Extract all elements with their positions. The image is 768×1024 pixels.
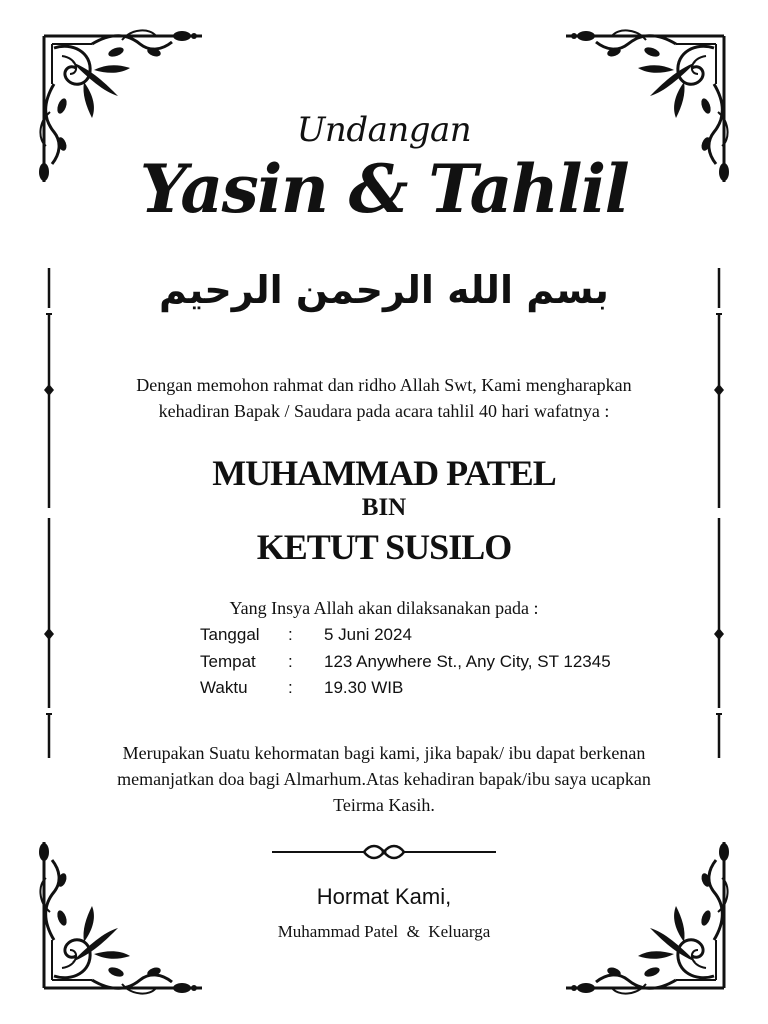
detail-colon: : — [288, 625, 293, 644]
corner-ornament-bottom-right — [561, 837, 736, 1002]
schedule-intro: Yang Insya Allah akan dilaksanakan pada : — [229, 598, 539, 618]
closing-line-2: memanjatkan doa bagi Almarhum.Atas kehadiran bapak/ibu saya ucapkan — [117, 769, 651, 789]
signature-value: Muhammad Patel & Keluarga — [277, 922, 491, 941]
detail-value: 5 Juni 2024 — [324, 625, 412, 644]
detail-value: 123 Anywhere St., Any City, ST 12345 — [324, 652, 611, 671]
detail-label: Waktu — [200, 678, 248, 697]
basmala-calligraphy: بسم الله الرحمن الرحيم — [159, 268, 609, 312]
closing-line-3: Teirma Kasih. — [333, 795, 435, 815]
detail-colon: : — [288, 652, 293, 671]
closing-line-1: Merupakan Suatu kehormatan bagi kami, jika bapak/ ibu dapat berkenan — [122, 743, 646, 763]
intro-line-1: Dengan memohon rahmat dan ridho Allah Swt, Kami mengharapkan — [136, 375, 632, 395]
invitation-subtitle: Undangan — [296, 110, 472, 150]
detail-label: Tempat — [200, 652, 256, 671]
intro-line-2: kehadiran Bapak / Saudara pada acara tahlil 40 hari wafatnya : — [158, 401, 610, 421]
signature-text — [0, 922, 768, 942]
invitation-title: Yasin & Tahlil — [139, 150, 629, 228]
intro-paragraph — [0, 372, 768, 424]
father-name: KETUT SUSILO — [256, 527, 512, 567]
deceased-name: MUHAMMAD PATEL — [212, 453, 556, 493]
detail-colon: : — [288, 678, 293, 697]
detail-label: Tanggal — [200, 625, 260, 644]
detail-value: 19.30 WIB — [324, 678, 404, 697]
bin-label: BIN — [361, 494, 407, 521]
closing-paragraph — [0, 740, 768, 818]
ornamental-divider — [272, 842, 496, 862]
corner-ornament-bottom-left — [32, 837, 207, 1002]
regards-text: Hormat Kami, — [316, 884, 452, 909]
